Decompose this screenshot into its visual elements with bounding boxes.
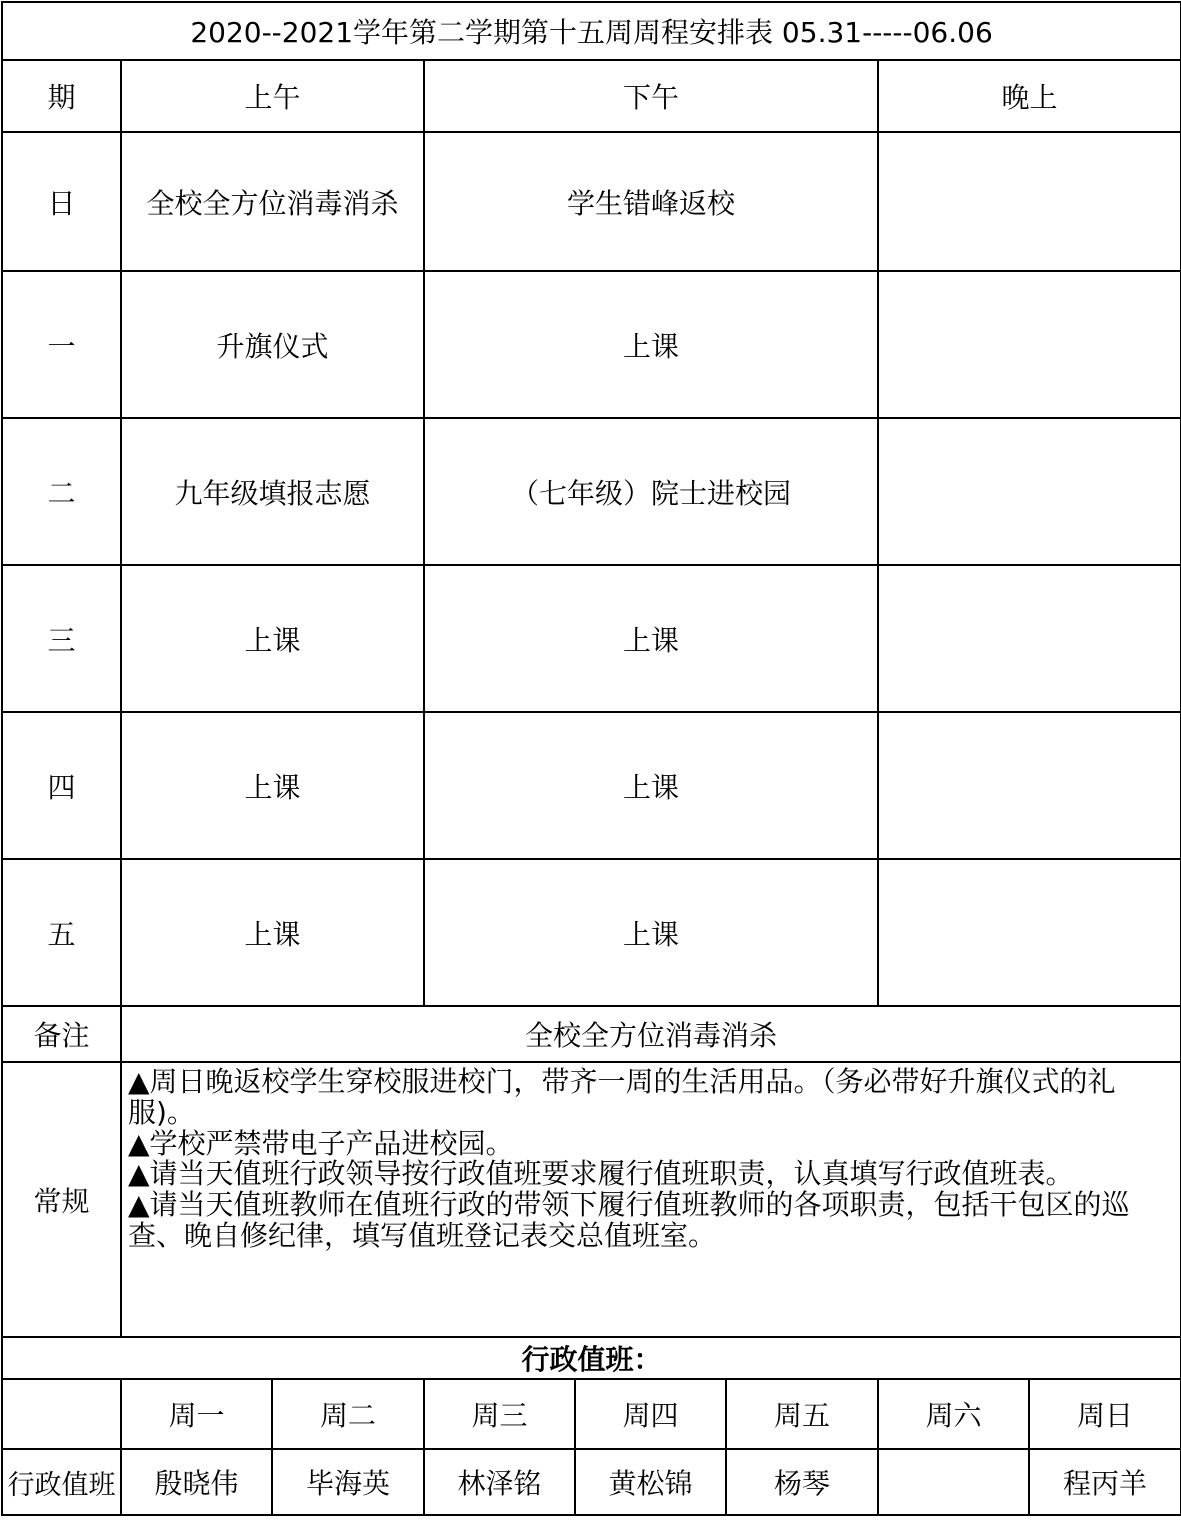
schedule-row-thu bbox=[2, 712, 1181, 859]
schedule-row-wed bbox=[2, 565, 1181, 712]
evening-cell bbox=[878, 712, 1181, 859]
morning-cell: 上课 bbox=[121, 859, 424, 1006]
rules-row bbox=[2, 1062, 1181, 1337]
rule-line: ▲学校严禁带电子产品进校园。 bbox=[128, 1126, 514, 1160]
day-label: 三 bbox=[2, 565, 121, 712]
duty-name bbox=[878, 1449, 1029, 1515]
day-label: 二 bbox=[2, 418, 121, 565]
day-label: 一 bbox=[2, 271, 121, 418]
duty-day: 周四 bbox=[575, 1379, 726, 1449]
notes-row bbox=[2, 1006, 1181, 1062]
header-evening: 晚上 bbox=[878, 60, 1181, 132]
afternoon-cell: 上课 bbox=[424, 859, 878, 1006]
duty-title: 行政值班： bbox=[2, 1337, 1181, 1379]
duty-day: 周一 bbox=[121, 1379, 272, 1449]
day-label: 四 bbox=[2, 712, 121, 859]
duty-row-label: 行政值班 bbox=[2, 1449, 121, 1515]
afternoon-cell: 上课 bbox=[424, 565, 878, 712]
morning-cell: 升旗仪式 bbox=[121, 271, 424, 418]
evening-cell bbox=[878, 418, 1181, 565]
morning-cell: 九年级填报志愿 bbox=[121, 418, 424, 565]
duty-name: 杨琴 bbox=[726, 1449, 878, 1515]
duty-days-row bbox=[2, 1379, 1181, 1449]
day-label: 五 bbox=[2, 859, 121, 1006]
header-afternoon: 下午 bbox=[424, 60, 878, 132]
duty-day: 周三 bbox=[424, 1379, 575, 1449]
afternoon-cell: （七年级）院士进校园 bbox=[424, 418, 878, 565]
evening-cell bbox=[878, 132, 1181, 271]
morning-cell: 上课 bbox=[121, 712, 424, 859]
duty-name: 程丙羊 bbox=[1029, 1449, 1181, 1515]
duty-name: 黄松锦 bbox=[575, 1449, 726, 1515]
schedule-row-sun bbox=[2, 132, 1181, 271]
afternoon-cell: 上课 bbox=[424, 712, 878, 859]
duty-day: 周五 bbox=[726, 1379, 878, 1449]
schedule-row-mon bbox=[2, 271, 1181, 418]
duty-name: 林泽铭 bbox=[424, 1449, 575, 1515]
rule-line: ▲周日晚返校学生穿校服进校门，带齐一周的生活用品。（务必带好升旗仪式的礼服)。 bbox=[128, 1065, 1116, 1129]
rules-content bbox=[121, 1062, 1181, 1337]
schedule-row-tue bbox=[2, 418, 1181, 565]
duty-names-row bbox=[2, 1449, 1181, 1515]
notes-value: 全校全方位消毒消杀 bbox=[121, 1006, 1181, 1062]
rule-line: ▲请当天值班行政领导按行政值班要求履行值班职责，认真填写行政值班表。 bbox=[128, 1157, 1074, 1191]
duty-day: 周日 bbox=[1029, 1379, 1181, 1449]
page-title: 2020--2021学年第二学期第十五周周程安排表 05.31-----06.06 bbox=[2, 2, 1181, 60]
header-row bbox=[2, 60, 1181, 132]
weekly-schedule-table bbox=[1, 1, 1181, 1516]
duty-days-empty bbox=[2, 1379, 121, 1449]
rules-label: 常规 bbox=[2, 1062, 121, 1337]
morning-cell: 全校全方位消毒消杀 bbox=[121, 132, 424, 271]
rule-line: ▲请当天值班教师在值班行政的带领下履行值班教师的各项职责，包括干包区的巡查、晚自修纪律，填写值班登记表交总值班室。 bbox=[128, 1188, 1130, 1252]
evening-cell bbox=[878, 565, 1181, 712]
day-label: 日 bbox=[2, 132, 121, 271]
header-period: 期 bbox=[2, 60, 121, 132]
evening-cell bbox=[878, 859, 1181, 1006]
afternoon-cell: 上课 bbox=[424, 271, 878, 418]
header-morning: 上午 bbox=[121, 60, 424, 132]
duty-name: 毕海英 bbox=[272, 1449, 424, 1515]
notes-label: 备注 bbox=[2, 1006, 121, 1062]
evening-cell bbox=[878, 271, 1181, 418]
afternoon-cell: 学生错峰返校 bbox=[424, 132, 878, 271]
duty-day: 周二 bbox=[272, 1379, 424, 1449]
duty-title-row bbox=[2, 1337, 1181, 1379]
schedule-row-fri bbox=[2, 859, 1181, 1006]
morning-cell: 上课 bbox=[121, 565, 424, 712]
duty-day: 周六 bbox=[878, 1379, 1029, 1449]
duty-name: 殷晓伟 bbox=[121, 1449, 272, 1515]
